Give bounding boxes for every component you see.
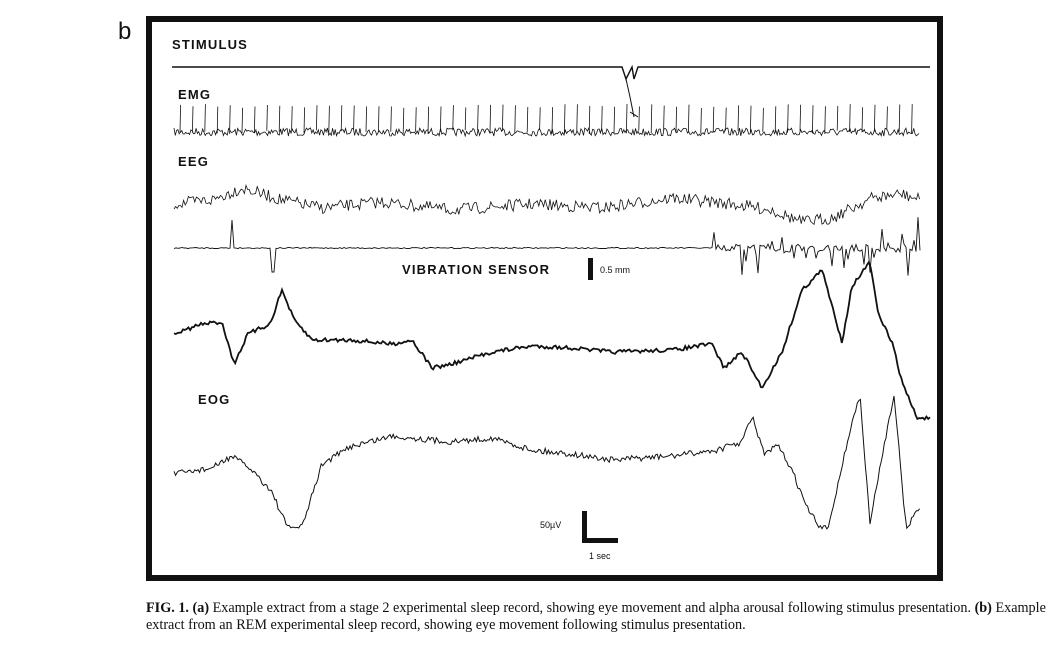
vibration-scale-bar xyxy=(588,258,593,280)
eog-trace xyxy=(174,396,920,529)
figure-caption xyxy=(146,600,1046,634)
caption-part-a-text: Example extract from a stage 2 experimental sleep record, showing eye movement and alpha arousal following stimulus presentation. xyxy=(212,600,972,616)
stimulus-label: STIMULUS xyxy=(172,37,249,52)
emg-label: EMG xyxy=(178,87,212,102)
vibration-sensor-label: VIBRATION SENSOR xyxy=(402,262,551,277)
stimulus-trace xyxy=(172,67,930,79)
stimulus-marker xyxy=(626,79,638,117)
eog-upper-trace xyxy=(174,262,930,419)
emg-trace xyxy=(174,104,919,136)
panel-letter-b: b xyxy=(118,18,132,45)
eeg-label: EEG xyxy=(178,154,210,169)
caption-part-a-label: (a) xyxy=(192,600,210,616)
caption-part-b-label: (b) xyxy=(974,600,992,616)
amplitude-scale-bar xyxy=(582,511,587,541)
time-scale-bar xyxy=(582,538,618,543)
figure-frame xyxy=(146,16,943,581)
vibration-scale-label: 0.5 mm xyxy=(600,265,631,275)
polysomnography-traces xyxy=(152,22,937,575)
caption-fig-label: FIG. 1. xyxy=(146,600,189,616)
eog-label: EOG xyxy=(198,392,231,407)
eeg-trace xyxy=(174,185,920,224)
amplitude-scale-label: 50µV xyxy=(540,520,562,530)
time-scale-label: 1 sec xyxy=(589,551,611,561)
caption-part-b-text: Example extract from an REM experimental sleep record, showing eye movement following stimulus presentation. xyxy=(146,600,1046,633)
